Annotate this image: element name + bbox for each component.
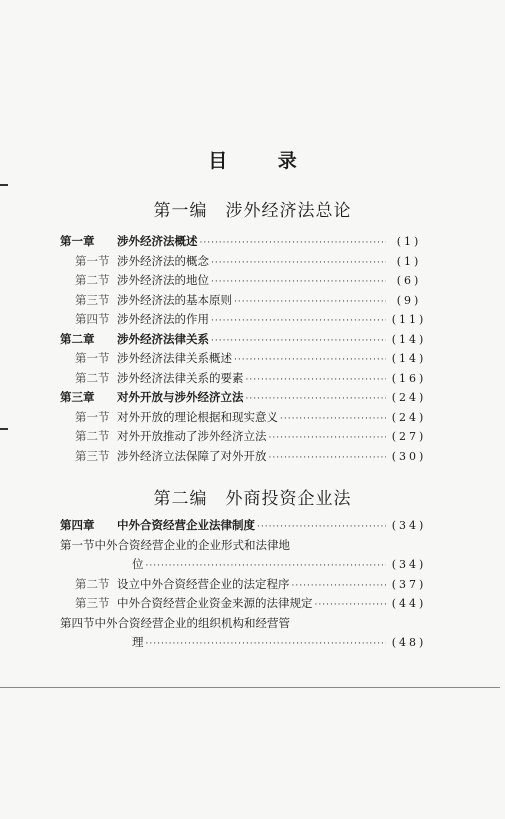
dot-leader [246,375,387,385]
margin-mark [0,184,8,186]
page-title: 目 录 [208,150,319,172]
dot-leader [146,561,387,571]
toc-entry-title: 涉外经济法的地位 [117,273,209,287]
toc-entry-title: 涉外经济法的作用 [117,312,209,326]
toc-section-row[interactable] [60,576,432,596]
toc-entry-label: 第三节 [75,596,110,610]
toc-page-number: (30) [391,449,427,463]
toc-entry-label: 第三节 [75,448,110,463]
toc-entry-title: 涉外经济法概述 [117,234,198,248]
toc-entry-label: 第二节 [75,429,110,443]
toc-page-number: (24) [391,391,427,404]
toc-entry-title: 中外合资经营企业法律制度 [117,518,255,532]
toc-page-number: (16) [391,371,427,385]
toc-entry-title: 中外合资经营企业的组织机构和经营管 [94,615,290,630]
toc-entry-title: 涉外经济立法保障了对外开放 [117,448,267,463]
toc-section-row[interactable] [60,253,432,273]
toc-entry-label: 第二节 [75,273,110,287]
toc-page-number: (37) [391,577,427,591]
toc-entry-label: 第三节 [75,292,110,307]
part-heading-2: 第二编 外商投资企业法 [153,489,352,509]
dot-leader [234,355,386,365]
toc-page-number: (24) [391,410,427,424]
toc-entry-label: 第一节 [60,537,95,552]
dot-leader [211,277,386,287]
toc-section-row[interactable] [60,537,432,557]
toc-page-number: (44) [391,597,427,610]
toc-section-row[interactable] [60,272,432,292]
toc-page-number: (34) [391,558,427,571]
toc-list-part-2 [60,517,432,654]
toc-entry-title: 涉外经济法律关系 [117,331,209,346]
toc-entry-label: 第二章 [60,331,95,346]
dot-leader [211,258,386,268]
toc-page-number: (14) [391,332,427,346]
toc-section-row[interactable] [60,634,432,654]
toc-page-number: (48) [391,636,427,649]
toc-chapter-row[interactable] [60,389,432,409]
toc-entry-title: 对外开放推动了涉外经济立法 [117,429,267,443]
toc-entry-title: 理 [132,635,144,649]
toc-entry-title: 位 [132,557,144,571]
toc-entry-label: 第四节 [60,615,95,630]
toc-entry-title: 对外开放与涉外经济立法 [117,390,244,404]
dot-leader [211,336,386,346]
toc-chapter-row[interactable] [60,331,432,351]
toc-page-number: (14) [391,352,427,365]
toc-entry-label: 第四章 [60,518,95,532]
toc-entry-label: 第一章 [60,234,95,248]
dot-leader [315,600,387,610]
toc-page-number: (9) [396,293,422,307]
toc-page-number: (27) [391,430,427,443]
toc-entry-title: 中外合资经营企业的企业形式和法律地 [94,537,290,552]
toc-page-number: (1) [396,235,422,248]
dot-leader [200,238,387,248]
toc-entry-title: 涉外经济法的基本原则 [117,292,232,307]
toc-section-row[interactable] [60,615,432,635]
dot-leader [234,297,386,307]
part-heading-1: 第一编 涉外经济法总论 [153,201,352,221]
toc-entry-label: 第四节 [75,312,110,326]
dot-leader [146,639,387,649]
toc-entry-title: 涉外经济法律关系概述 [117,351,232,365]
toc-list-part-1 [60,233,432,467]
toc-section-row[interactable] [60,556,432,576]
toc-page-number: (1) [396,254,422,268]
toc-entry-title: 中外合资经营企业资金来源的法律规定 [117,596,313,610]
dot-leader [246,394,387,404]
toc-entry-label: 第二节 [75,370,110,385]
toc-section-row[interactable] [60,370,432,390]
dot-leader [257,522,386,532]
toc-chapter-row[interactable] [60,233,432,253]
toc-page-number: (11) [391,313,427,326]
dot-leader [292,581,387,591]
toc-entry-title: 涉外经济法的概念 [117,253,209,268]
toc-entry-label: 第一节 [75,253,110,268]
margin-mark [0,428,8,430]
toc-entry-label: 第一节 [75,351,110,365]
toc-page-number: (6) [396,274,422,287]
dot-leader [280,414,386,424]
dot-leader [211,316,386,326]
toc-section-row[interactable] [60,292,432,312]
toc-section-row[interactable] [60,311,432,331]
toc-section-row[interactable] [60,448,432,468]
toc-entry-label: 第二节 [75,576,110,591]
toc-section-row[interactable] [60,428,432,448]
toc-entry-title: 涉外经济法律关系的要素 [117,370,244,385]
bottom-rule [0,687,500,688]
dot-leader [269,453,387,463]
toc-entry-label: 第三章 [60,390,95,404]
toc-entry-title: 对外开放的理论根据和现实意义 [117,409,278,424]
dot-leader [269,433,387,443]
toc-entry-title: 设立中外合资经营企业的法定程序 [117,576,290,591]
toc-entry-label: 第一节 [75,409,110,424]
toc-section-row[interactable] [60,595,432,615]
toc-page-number: (34) [391,519,427,532]
toc-section-row[interactable] [60,350,432,370]
toc-section-row[interactable] [60,409,432,429]
toc-chapter-row[interactable] [60,517,432,537]
